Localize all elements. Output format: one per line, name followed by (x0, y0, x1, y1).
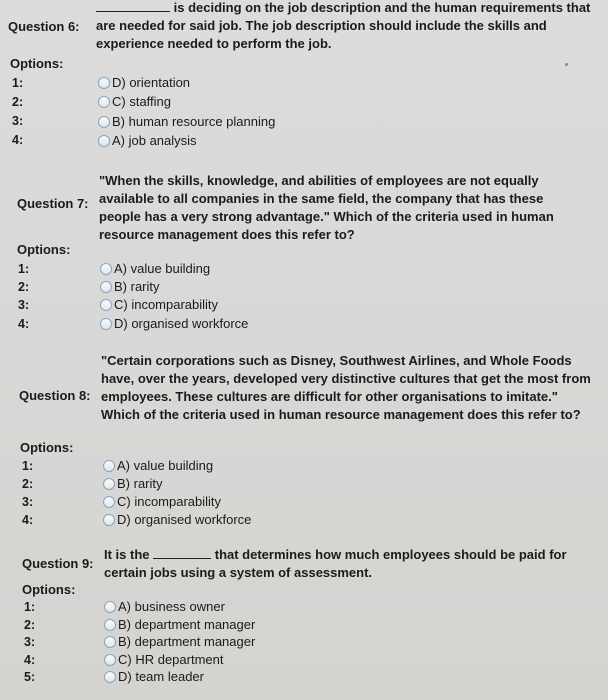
q7-option-1-number: 1: (18, 262, 30, 276)
q7-option-1[interactable] (100, 261, 210, 276)
q9-option-2[interactable] (104, 617, 255, 632)
radio-button[interactable] (100, 281, 112, 293)
q7-option-4[interactable] (100, 316, 248, 331)
question-9-text-end: that determines how much employees should be paid for certain jobs using a system of assessment. (104, 547, 567, 580)
q6-option-4-number: 4: (12, 133, 24, 147)
radio-button[interactable] (98, 135, 110, 147)
q8-option-4-number: 4: (22, 513, 34, 527)
question-9-blank (153, 548, 211, 559)
question-7-label: Question 7: (17, 196, 89, 211)
q9-option-4[interactable] (104, 652, 223, 667)
q6-option-2[interactable] (98, 94, 171, 109)
radio-button[interactable] (104, 636, 116, 648)
q8-option-3[interactable] (103, 494, 221, 509)
radio-button[interactable] (100, 299, 112, 311)
radio-button[interactable] (104, 601, 116, 613)
q8-option-1-number: 1: (22, 459, 34, 473)
q9-option-1-number: 1: (24, 600, 36, 614)
question-9-label: Question 9: (22, 556, 94, 571)
radio-button[interactable] (103, 496, 115, 508)
q6-option-1[interactable] (98, 75, 190, 90)
q7-option-3-number: 3: (18, 298, 30, 312)
radio-button[interactable] (103, 478, 115, 490)
question-7-text: "When the skills, knowledge, and abilities of employees are not equally available to all companies in the same field, the company that has these people has a very strong advantage." Which of the criteria used in human resource management does this refer to? (99, 173, 554, 242)
q8-option-1[interactable] (103, 458, 213, 473)
q9-option-4-number: 4: (24, 653, 36, 667)
radio-button[interactable] (100, 263, 112, 275)
option-label: B) department manager (118, 617, 256, 632)
option-label: A) job analysis (112, 133, 197, 148)
question-6-text-body: is deciding on the job description and the human requirements that are needed for said job. The job description should include the skills and experience needed to perform the job. (96, 0, 591, 51)
radio-button[interactable] (98, 116, 110, 128)
question-8-label: Question 8: (19, 388, 91, 403)
option-label: B) rarity (114, 279, 160, 294)
q8-option-2-number: 2: (22, 477, 34, 491)
radio-button[interactable] (103, 514, 115, 526)
question-7-options-label: Options: (17, 242, 71, 257)
q9-option-3[interactable] (104, 634, 255, 649)
option-label: B) department manager (118, 634, 256, 649)
q7-option-2-number: 2: (18, 280, 30, 294)
cursor-dot (565, 63, 568, 66)
q6-option-1-number: 1: (12, 76, 24, 90)
radio-button[interactable] (98, 96, 110, 108)
q9-option-1[interactable] (104, 599, 225, 614)
question-8-text: "Certain corporations such as Disney, Southwest Airlines, and Whole Foods have, over the years, developed very distinctive cultures that get the most from employees. These cultures are difficult for other organisations to imitate." Which of the criteria used in human resource management does this refer to? (101, 353, 591, 422)
option-label: A) value building (114, 261, 211, 276)
q6-option-3[interactable] (98, 114, 275, 129)
option-label: A) value building (117, 458, 214, 473)
radio-button[interactable] (104, 654, 116, 666)
q6-option-3-number: 3: (12, 114, 24, 128)
q9-option-5-number: 5: (24, 670, 36, 684)
radio-button[interactable] (98, 77, 110, 89)
q9-option-2-number: 2: (24, 618, 36, 632)
option-label: D) orientation (112, 75, 191, 90)
option-label: B) rarity (117, 476, 163, 491)
question-6-label: Question 6: (8, 19, 80, 34)
question-6-text (96, 0, 601, 53)
q9-option-3-number: 3: (24, 635, 36, 649)
option-label: C) HR department (118, 652, 224, 667)
q6-option-2-number: 2: (12, 95, 24, 109)
question-9-options-label: Options: (22, 582, 76, 597)
q7-option-4-number: 4: (18, 317, 30, 331)
q6-option-4[interactable] (98, 133, 197, 148)
radio-button[interactable] (100, 318, 112, 330)
option-label: B) human resource planning (112, 114, 276, 129)
option-label: D) organised workforce (117, 512, 252, 527)
option-label: C) incomparability (117, 494, 222, 509)
radio-button[interactable] (104, 671, 116, 683)
question-8-options-label: Options: (20, 440, 74, 455)
q8-option-4[interactable] (103, 512, 251, 527)
radio-button[interactable] (103, 460, 115, 472)
radio-button[interactable] (104, 619, 116, 631)
q7-option-3[interactable] (100, 297, 218, 312)
q9-option-5[interactable] (104, 669, 204, 684)
option-label: C) incomparability (114, 297, 219, 312)
question-9-text-start: It is the (104, 547, 154, 562)
option-label: D) team leader (118, 669, 204, 684)
question-6-blank (96, 1, 170, 12)
q7-option-2[interactable] (100, 279, 160, 294)
option-label: D) organised workforce (114, 316, 249, 331)
option-label: C) staffing (112, 94, 172, 109)
q8-option-3-number: 3: (22, 495, 34, 509)
option-label: A) business owner (118, 599, 225, 614)
question-9-text (104, 546, 574, 582)
q8-option-2[interactable] (103, 476, 163, 491)
question-6-options-label: Options: (10, 56, 64, 71)
